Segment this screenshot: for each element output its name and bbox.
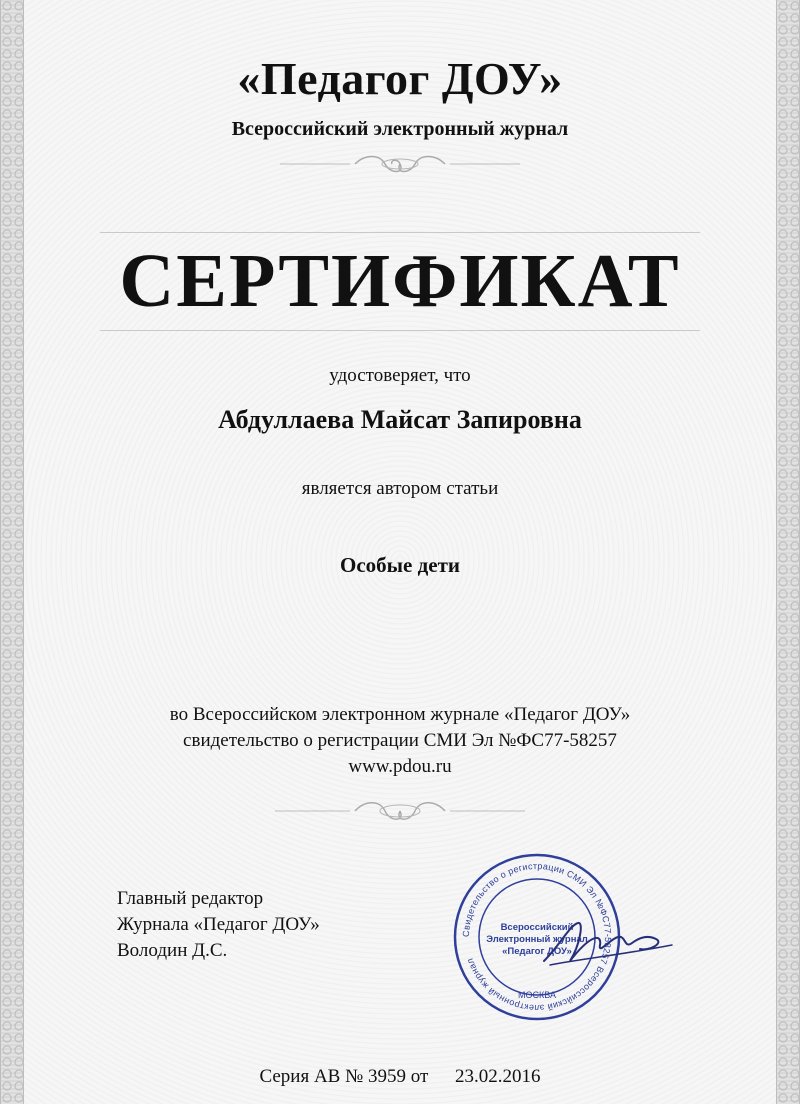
signatory-title: Главный редактор [117, 888, 264, 909]
svg-text:Свидетельство о регистрации СМ: Свидетельство о регистрации СМИ Эл №ФС77-58257 Всероссийский электронный журнал [460, 860, 614, 1014]
publication-journal-line: во Всероссийском электронном журнале «Педагог ДОУ» [169, 704, 631, 725]
ornament-divider-top-icon [280, 152, 520, 176]
decorative-border-right [776, 0, 800, 1104]
svg-text:Всероссийский: Всероссийский [500, 922, 574, 933]
svg-text:МОСКВА: МОСКВА [518, 990, 556, 1000]
journal-subtitle: Всероссийский электронный журнал [231, 118, 569, 140]
svg-text:Электронный журнал: Электронный журнал [486, 934, 588, 945]
website-text: www.pdou.ru [348, 756, 452, 777]
divider-line [100, 232, 700, 233]
issue-date: 23.02.2016 [455, 1066, 541, 1087]
signature-icon [540, 915, 680, 975]
signatory-journal: Журнала «Педагог ДОУ» [117, 914, 320, 935]
certifies-text: удостоверяет, что [329, 365, 471, 386]
registration-line: свидетельство о регистрации СМИ Эл №ФС77-58257 [183, 730, 617, 751]
article-title: Особые дети [340, 553, 460, 577]
series-label: Серия АВ № 3959 от [259, 1066, 429, 1087]
series-line [0, 1066, 800, 1088]
signatory-name: Володин Д.С. [117, 940, 228, 961]
author-of-text: является автором статьи [301, 478, 499, 499]
journal-name: «Педагог ДОУ» [237, 53, 563, 104]
certificate-title: СЕРТИФИКАТ [119, 239, 681, 323]
ornament-divider-bottom-icon [275, 798, 525, 824]
svg-text:«Педагог ДОУ»: «Педагог ДОУ» [502, 946, 572, 957]
person-name: Абдуллаева Майсат Запировна [218, 405, 582, 434]
divider-line [100, 330, 700, 331]
decorative-border-left [0, 0, 24, 1104]
